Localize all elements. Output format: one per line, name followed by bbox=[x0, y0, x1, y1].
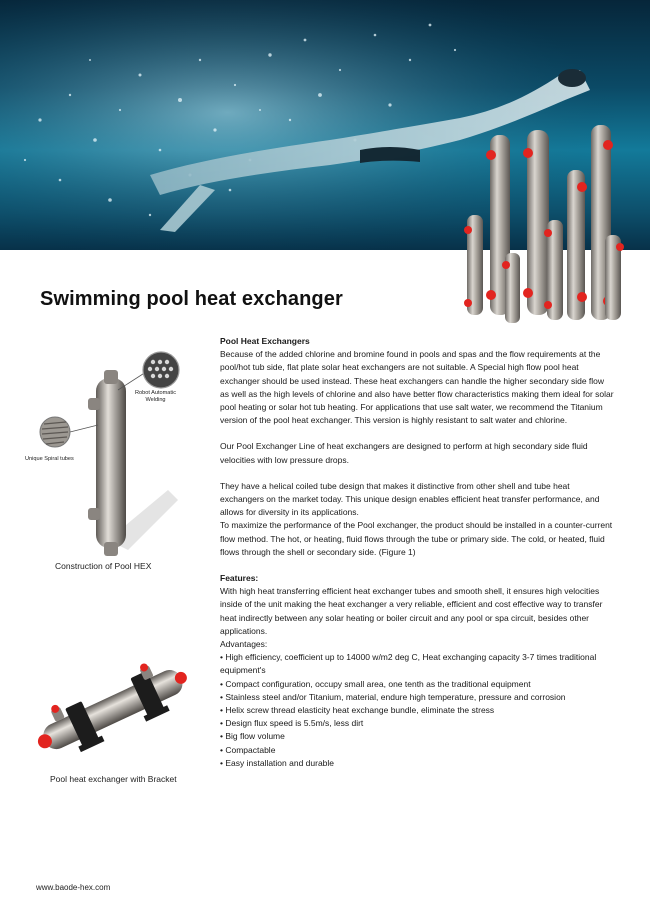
advantage-item: • Design flux speed is 5.5m/s, less dirt bbox=[220, 717, 615, 730]
paragraph-exchanger-line: Our Pool Exchanger Line of heat exchangers are designed to perform at high secondary side fluid velocities with low pressure drops. bbox=[220, 441, 588, 465]
advantage-item: • Compactable bbox=[220, 744, 615, 757]
advantage-item: • Compact configuration, occupy small area, one tenth as the traditional equipment bbox=[220, 678, 615, 691]
body-text bbox=[220, 335, 615, 770]
paragraph-chlorine: Because of the added chlorine and bromine found in pools and spas and the flow requirements at the pool/hot tub side, flat plate solar heat exchangers are not suitable. A Special high flow pool heat exchanger should be used instead. These heat exchangers can handle the higher secondary side flow as well as the high levels of chlorine and also have better flow characteristics making them ideal for solar pool heating or solar hot tub heating. For applications that use salt water, we recommend the Titanium version of the pool heat exchanger. This version is highly resistant to salt water and chlorine. bbox=[220, 349, 614, 426]
label-spiral-tubes: Unique Spiral tubes bbox=[25, 456, 74, 462]
label-robot-welding: Robot Automatic Welding bbox=[134, 390, 177, 403]
bracket-hex-image bbox=[30, 655, 195, 765]
section-heading: Pool Heat Exchangers bbox=[220, 336, 310, 346]
features-heading: Features: bbox=[220, 573, 259, 584]
advantage-item: • High efficiency, coefficient up to 14000 w/m2 deg C, Heat exchanging capacity 3-7 times traditional equipment's bbox=[220, 651, 615, 677]
bracket-caption: Pool heat exchanger with Bracket bbox=[50, 774, 177, 784]
advantage-item: • Helix screw thread elasticity heat exchange bundle, eliminate the stress bbox=[220, 704, 615, 717]
advantages-heading: Advantages: bbox=[220, 639, 268, 650]
advantage-item: • Stainless steel and/or Titanium, material, endure high temperature, pressure and corrosion bbox=[220, 691, 615, 704]
paragraph-helical-design: They have a helical coiled tube design that makes it distinctive from other shell and tube heat exchangers on the market today. This unique design enables efficient heat transfer performance, and allows for diversity in its applications. bbox=[220, 480, 600, 518]
advantage-item: • Big flow volume bbox=[220, 730, 615, 743]
construction-diagram bbox=[28, 350, 208, 560]
paragraph-counter-current: To maximize the performance of the Pool exchanger, the product should be installed in a counter-current flow method. The hot, or heating, fluid flows through the tube or primary side. The cold, or heated, fluid flows through the shell or secondary side. (Figure 1) bbox=[220, 520, 613, 557]
features-paragraph: With high heat transferring efficient heat exchanger tubes and smooth shell, it ensures high velocities inside of the unit making the heat exchanger a very reliable, efficient and cost effective way to transfer heat indirectly between any solar heating or boiler circuit and any pool or spa circuit, besides other applications. bbox=[220, 586, 603, 636]
heat-exchanger-product-group bbox=[455, 115, 650, 330]
footer-url: www.baode-hex.com bbox=[36, 883, 111, 892]
construction-caption: Construction of Pool HEX bbox=[55, 561, 152, 571]
page-title: Swimming pool heat exchanger bbox=[40, 288, 343, 310]
advantage-item: • Easy installation and durable bbox=[220, 757, 615, 770]
